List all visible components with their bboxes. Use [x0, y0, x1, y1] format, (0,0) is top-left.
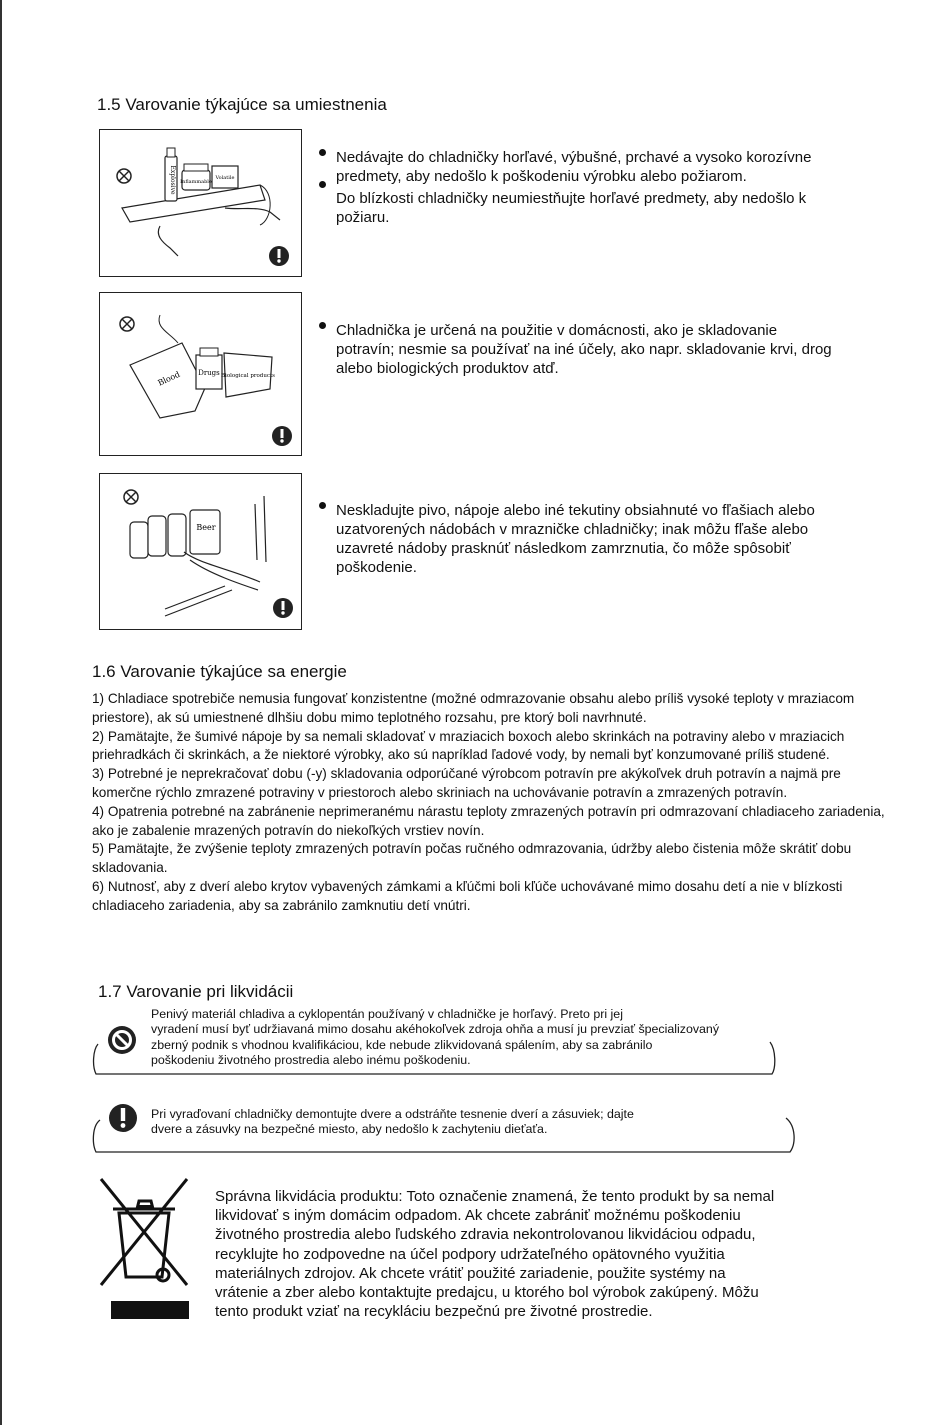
note-line: dvere a zásuvky na bezpečné miesto, aby nedošlo k zachyteniu dieťaťa. [151, 1122, 548, 1137]
bullet-item: Neskladujte pivo, nápoje alebo iné tekutiny obsiahnuté vo fľašiach alebo uzatvorených nádobách v mrazničke chladničky; inak môžu fľaše alebo uzavreté nádoby prasknúť následkom zamrznutia, čo môže spôsobiť poškodenie. [336, 501, 832, 577]
note-line: vyradení musí byť udržiavaná mimo dosahu akéhokoľvek zdroja ohňa a musí ju prevziať špecializovaný [151, 1022, 720, 1037]
section-1-5-title: 1.5 Varovanie týkajúce sa umiestnenia [97, 95, 387, 114]
bullets-flammables [336, 148, 826, 227]
prohibited-icon [117, 169, 131, 183]
label-beer: Beer [196, 523, 216, 532]
bullet-item: Chladnička je určená na použitie v domácnosti, ako je skladovanie potravín; nesmie sa používať na iné účely, ako napr. skladovanie krvi, drog alebo biologických produktov atď. [336, 321, 832, 378]
exclamation-icon [109, 1104, 137, 1132]
weee-line: recyklujte ho zodpovedne na účel podpory udržateľného opätovného využitia [215, 1245, 725, 1263]
prohibited-icon [120, 317, 134, 331]
label-blood: Blood [156, 369, 182, 388]
energy-paragraph-3: 3) Potrebné je neprekračovať dobu (-y) skladovania odporúčané výrobcom potravín pre akýkoľvek druh potravín a najmä pre komerčne rýchlo zmrazené potraviny v priestoroch alebo skriniach na uchovávanie potravín a zmrazených potravín. [92, 766, 841, 800]
note-line: Pri vyraďovaní chladničky demontujte dvere a odstráňte tesnenie dverí a zásuviek; dajte [151, 1107, 634, 1121]
label-volatile: Volatile [215, 175, 235, 181]
note-line: poškodeniu životného prostredia alebo inému poškodeniu. [151, 1053, 471, 1068]
bullet-dot [319, 502, 326, 509]
energy-paragraph-1: 1) Chladiace spotrebiče nemusia fungovať konzistentne (možné odmrazovanie obsahu alebo príliš vysoké teploty v mraziacom priestore), ak sú umiestnené dlhšiu dobu mimo teplotného rozsahu, pre ktorý boli navrhnuté. [92, 691, 855, 725]
weee-line: materiálnych zdrojov. Ak chcete vrátiť použité zariadenie, použite systémy na [215, 1264, 726, 1282]
bullets-beer [336, 501, 832, 577]
illustration-beer-freezer [99, 473, 302, 630]
weee-disposal-text [215, 1187, 855, 1321]
energy-warnings [92, 690, 904, 916]
bullet-item: Do blízkosti chladničky neumiestňujte horľavé predmety, aby nedošlo k požiaru. [336, 189, 826, 227]
exclamation-icon [269, 246, 289, 266]
weee-line: vrátenie a zber alebo kontaktujte predajcu, u ktorého bol výrobok zakúpený. Môžu [215, 1284, 759, 1302]
energy-paragraph-4: 4) Opatrenia potrebné na zabránenie neprimeranému nárastu teploty zmrazených potravín pri odmrazovaní chladiaceho zariadenia, ako je zabalenie mrazených potravín do niekoľkých vrstiev novín. [92, 803, 885, 838]
prohibited-icon [124, 490, 138, 504]
section-1-6-title: 1.6 Varovanie týkajúce sa energie [92, 662, 347, 681]
illustration-flammables [99, 129, 302, 277]
label-inflammable: Inflammable [180, 179, 212, 185]
illustration-biological [99, 292, 302, 456]
energy-paragraph-2: 2) Pamätajte, že šumivé nápoje by sa nemali skladovať v mraziacich boxoch alebo skrinkách na potraviny alebo v mraziacich priehradkách či skrinkách, a že niektoré výrobky, ako sú napríklad ľadové vody, by nemali byť konzumované príliš studené. [92, 728, 845, 763]
page-edge-line [0, 0, 2, 1425]
bullet-dot [319, 181, 326, 188]
label-explosive: Explosive [169, 165, 176, 195]
bullet-item: Nedávajte do chladničky horľavé, výbušné, prchavé a vysoko korozívne predmety, aby nedošlo k poškodeniu výrobku alebo požiarom. [336, 148, 826, 186]
energy-paragraph-6: 6) Nutnosť, aby z dverí alebo krytov vybavených zámkami a kľúčmi boli kľúče uchovávané mimo dosahu detí a nie v blízkosti chladiaceho zariadenia, aby sa zabránilo zamknutiu detí vnútri. [92, 878, 843, 913]
note-line: Penivý materiál chladiva a cyklopentán používaný v chladničke je horľavý. Preto pri jej [151, 1007, 623, 1021]
energy-paragraph-5: 5) Pamätajte, že zvýšenie teploty zmrazených potravín počas ručného odmrazovania, údržby alebo čistenia môže skrátiť dobu skladovania. [92, 841, 852, 876]
crossed-out-wheelie-bin-icon [99, 1177, 194, 1320]
bullet-dot [319, 322, 326, 329]
exclamation-icon [272, 426, 292, 446]
label-biological-products: Biological products [221, 373, 275, 379]
weee-line: likvidovať s iným domácim odpadom. Ak chcete zabrániť možnému poškodeniu [215, 1207, 741, 1225]
weee-line: životného prostredia alebo ľudského zdravia nekontrolovanou likvidáciou odpadu, [215, 1226, 756, 1244]
bullet-dot [319, 149, 326, 156]
label-drugs: Drugs [198, 369, 220, 377]
weee-line: Správna likvidácia produktu: Toto označenie znamená, že tento produkt by sa nemal [215, 1188, 775, 1205]
prohibited-icon [108, 1026, 136, 1054]
exclamation-icon [273, 598, 293, 618]
prohibition-note-text [151, 1007, 821, 1069]
bullets-biological [336, 321, 832, 378]
caution-note-text [151, 1107, 791, 1138]
section-1-7-title: 1.7 Varovanie pri likvidácii [98, 982, 294, 1001]
weee-line: tento produkt vziať na recykláciu bezpečnú pre životné prostredie. [215, 1303, 653, 1321]
note-line: zberný podnik s vhodnou kvalifikáciou, kde nebude zlikvidovaná spálením, aby sa zabránilo [151, 1037, 653, 1052]
